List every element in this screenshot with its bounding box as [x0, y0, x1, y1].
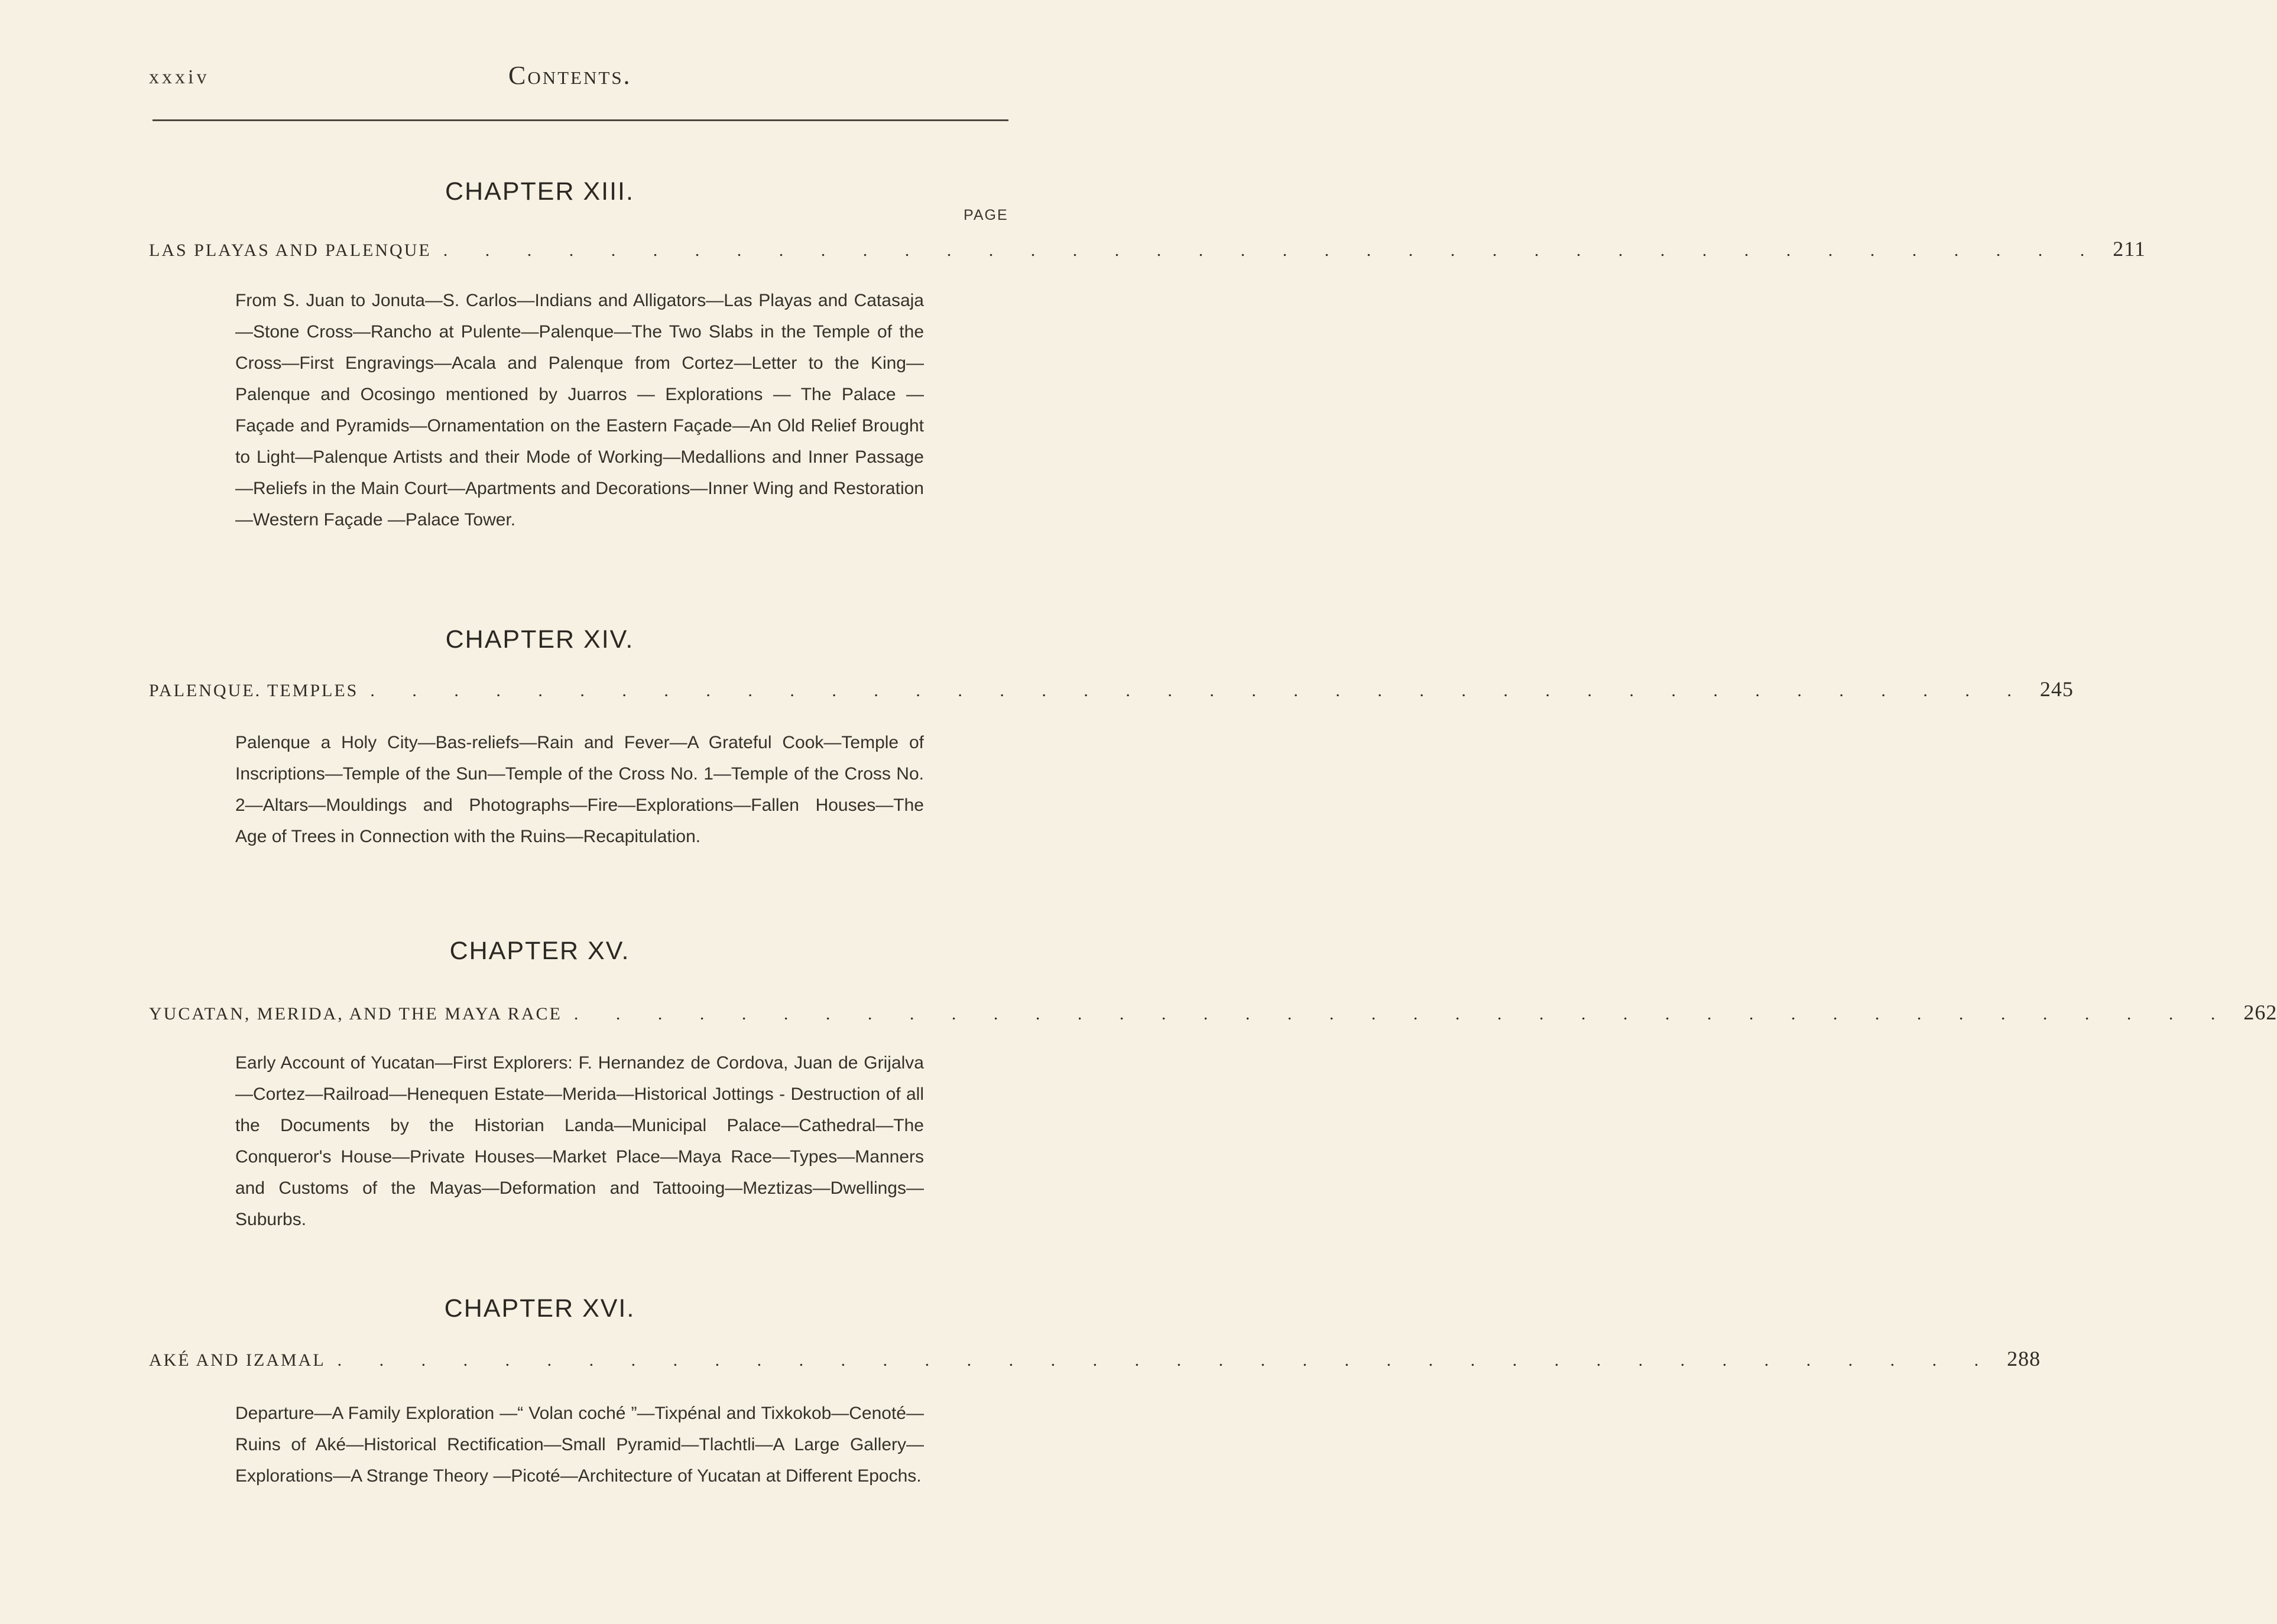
- leader-dots: . . . . . . . . . . . . . . . . . . . . . . . . . . . . . . . . . . . . . . . .: [370, 681, 2028, 700]
- toc-entry-title: LAS PLAYAS AND PALENQUE: [149, 241, 432, 260]
- page-column-label: PAGE: [964, 207, 1008, 223]
- toc-entry-page: 288: [2007, 1347, 2041, 1370]
- header-rule: [153, 119, 1008, 121]
- leader-dots: . . . . . . . . . . . . . . . . . . . . . . . . . . . . . . . . . . . . . . . .: [573, 1004, 2232, 1024]
- toc-entry: [149, 1000, 2277, 1025]
- chapter-summary: Palenque a Holy City—Bas-reliefs—Rain and Fever—A Grateful Cook—Temple of Inscriptions—Temple of the Sun—Temple of the Cross No. 1—Temple of the Cross No. 2—Altars—Mouldings and Photographs—Fire—Explorations—Fallen Houses—The Age of Trees in Connection with the Ruins—Recapitulation.: [235, 733, 924, 846]
- chapter-summary: Early Account of Yucatan—First Explorers: F. Hernandez de Cordova, Juan de Grijalva—Cortez—Railroad—Henequen Estate—Merida—Historical Jottings - Destruction of all the Documents by the Historian Landa—Municipal Palace—Cathedral—The Conqueror's House—Private Houses—Market Place—Maya Race—Types—Manners and Customs of the Mayas—Deformation and Tattooing—Meztizas—Dwellings—Suburbs.: [235, 1053, 924, 1229]
- chapter-heading: CHAPTER XIV.: [445, 625, 634, 654]
- chapter-heading: CHAPTER XVI.: [444, 1294, 635, 1323]
- chapter-summary: From S. Juan to Jonuta—S. Carlos—Indians and Alligators—Las Playas and Catasaja—Stone Cross—Rancho at Pulente—Palenque—The Two Slabs in the Temple of the Cross—First Engravings—Acala and Palenque from Cortez—Letter to the King—Palenque and Ocosingo mentioned by Juarros — Explorations — The Palace — Façade and Pyramids—Ornamentation on the Eastern Façade—An Old Relief Brought to Light—Palenque Artists and their Mode of Working—Medallions and Inner Passage—Reliefs in the Main Court—Apartments and Decorations—Inner Wing and Restoration—Western Façade —Palace Tower.: [235, 291, 924, 530]
- page-number: xxxiv: [149, 66, 210, 88]
- toc-entry-page: 262: [2243, 1001, 2277, 1024]
- leader-dots: . . . . . . . . . . . . . . . . . . . . . . . . . . . . . . . . . . . . . . . .: [337, 1350, 1996, 1370]
- leader-dots: . . . . . . . . . . . . . . . . . . . . . . . . . . . . . . . . . . . . . . . .: [443, 241, 2101, 260]
- toc-entry-title: YUCATAN, MERIDA, AND THE MAYA RACE: [149, 1004, 562, 1024]
- running-head: Contents.: [508, 61, 632, 90]
- toc-entry-title: AKÉ AND IZAMAL: [149, 1350, 326, 1370]
- toc-entry: [149, 677, 2074, 701]
- chapter-heading: CHAPTER XV.: [449, 937, 630, 965]
- chapter-summary: Departure—A Family Exploration —“ Volan coché ”—Tixpénal and Tixkokob—Cenoté—Ruins of Aké—Historical Rectification—Small Pyramid—Tlachtli—A Large Gallery—Explorations—A Strange Theory —Picoté—Architecture of Yucatan at Different Epochs.: [235, 1404, 924, 1486]
- toc-entry-page: 211: [2113, 237, 2146, 261]
- toc-entry: [149, 1346, 2041, 1371]
- chapter-heading: CHAPTER XIII.: [445, 177, 634, 206]
- toc-entry: [149, 236, 2146, 261]
- toc-entry-title: PALENQUE. TEMPLES: [149, 681, 359, 700]
- toc-entry-page: 245: [2039, 677, 2074, 701]
